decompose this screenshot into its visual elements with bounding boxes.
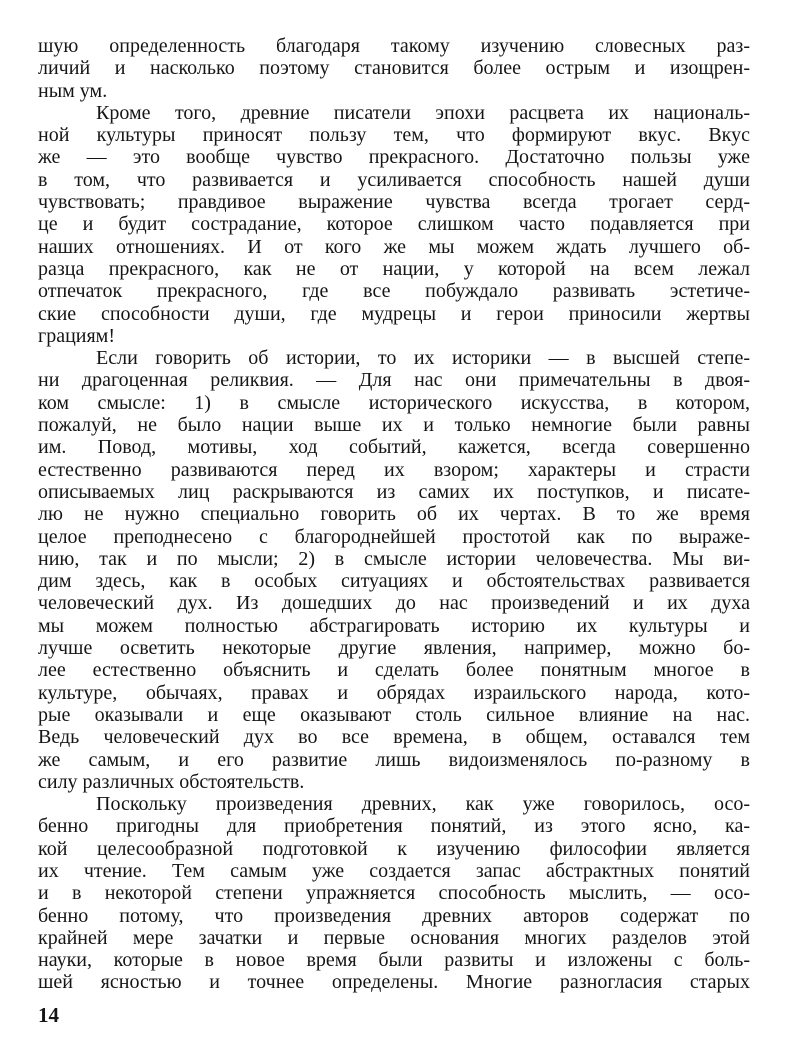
text-line: ни драгоценная реликвия. — Для нас они примечательны в двоя-: [38, 369, 750, 392]
text-line: лю не нужно специально говорить об их чертах. В то же время: [38, 503, 750, 526]
text-line: ным ум.: [38, 79, 108, 102]
text-line: разца прекрасного, как не от нации, у которой на всем лежал: [38, 257, 750, 280]
text-line: же — это вообще чувство прекрасного. Достаточно пользы уже: [38, 146, 750, 169]
text-line: нию, так и по мысли; 2) в смысле истории человечества. Мы ви-: [38, 547, 750, 570]
text-line: пожалуй, не было нации выше их и только немногие были равны: [38, 414, 750, 437]
text-line: культуре, обычаях, правах и обрядах израильского народа, кото-: [38, 681, 750, 704]
text-line: бенно потому, что произведения древних авторов содержат по: [38, 904, 750, 927]
text-line: личий и насколько поэтому становится более острым и изощрен-: [38, 57, 750, 80]
page-body-text: [38, 35, 750, 994]
paragraph: [38, 35, 750, 102]
text-line: бенно пригодны для приобретения понятий, из этого ясно, ка-: [38, 815, 750, 838]
text-line: отпечаток прекрасного, где все побуждало развивать эстетиче-: [38, 280, 750, 303]
page-number: 14: [38, 1003, 59, 1027]
paragraph: [38, 102, 750, 347]
text-line: в том, что развивается и усиливается способность нашей души: [38, 168, 750, 191]
paragraph: [38, 347, 750, 793]
text-line: им. Повод, мотивы, ход событий, кажется, всегда совершенно: [38, 436, 750, 459]
text-line: чувствовать; правдивое выражение чувства всегда трогает серд-: [38, 191, 750, 214]
text-line: рые оказывали и еще оказывают столь сильное влияние на нас.: [38, 703, 750, 726]
text-line: ком смысле: 1) в смысле исторического искусства, в котором,: [38, 391, 750, 414]
text-line: наших отношениях. И от кого же мы можем ждать лучшего об-: [38, 235, 750, 258]
text-line: Если говорить об истории, то их историки — в высшей степе-: [96, 347, 750, 370]
text-line: лее естественно объяснить и сделать более понятным многое в: [38, 659, 750, 682]
paragraph: [38, 793, 750, 994]
text-line: естественно развиваются перед их взором; характеры и страсти: [38, 458, 750, 481]
text-line: мы можем полностью абстрагировать историю их культуры и: [38, 614, 750, 637]
text-line: шую определенность благодаря такому изучению словесных раз-: [38, 35, 750, 57]
text-line: Поскольку произведения древних, как уже говорилось, осо-: [96, 793, 750, 816]
text-line: ские способности души, где мудрецы и герои приносили жертвы: [38, 302, 750, 325]
text-line: человеческий дух. Из дошедших до нас произведений и их духа: [38, 592, 750, 615]
text-line: целое преподнесено с благороднейшей простотой как по выраже-: [38, 525, 750, 548]
text-line: Кроме того, древние писатели эпохи расцвета их националь-: [96, 101, 750, 124]
text-line: и в некоторой степени упражняется способность мыслить, — осо-: [38, 882, 750, 905]
text-line: силу различных обстоятельств.: [38, 770, 305, 793]
text-line: описываемых лиц раскрываются из самих их поступков, и писате-: [38, 480, 750, 503]
text-line: Ведь человеческий дух во все времена, в общем, оставался тем: [38, 726, 750, 749]
text-line: их чтение. Тем самым уже создается запас абстрактных понятий: [38, 859, 750, 882]
text-line: ной культуры приносят пользу тем, что формируют вкус. Вкус: [38, 124, 750, 147]
text-line: науки, которые в новое время были развиты и изложены с боль-: [38, 949, 750, 972]
text-line: лучше осветить некоторые другие явления, например, можно бо-: [38, 637, 750, 660]
text-line: крайней мере зачатки и первые основания многих разделов этой: [38, 926, 750, 949]
text-line: кой целесообразной подготовкой к изучению философии является: [38, 837, 750, 860]
text-line: дим здесь, как в особых ситуациях и обстоятельствах развивается: [38, 570, 750, 593]
text-line: же самым, и его развитие лишь видоизменялось по-разному в: [38, 748, 750, 771]
text-line: шей ясностью и точнее определены. Многие разногласия старых: [38, 971, 750, 994]
text-line: грациям!: [38, 324, 116, 347]
text-line: це и будит сострадание, которое слишком часто подавляется при: [38, 213, 750, 236]
